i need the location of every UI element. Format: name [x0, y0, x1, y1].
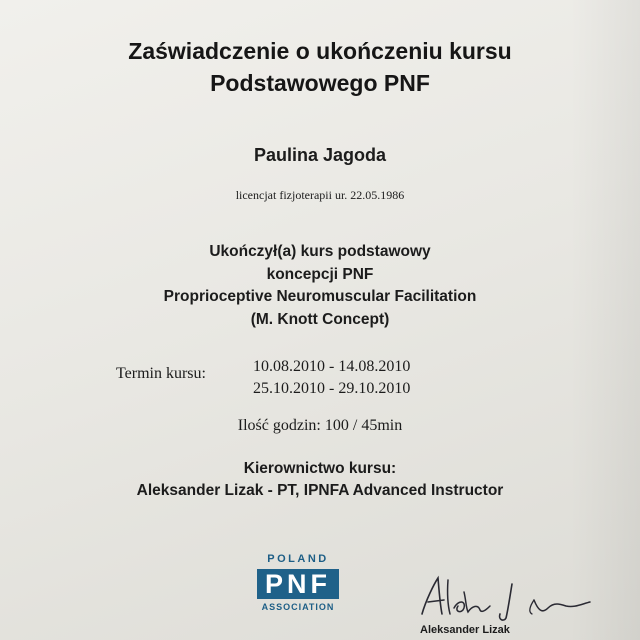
term-date-1: 10.08.2010 - 14.08.2010 [253, 358, 411, 375]
course-line-3: Proprioceptive Neuromuscular Facilitation [163, 288, 477, 305]
certificate-title-line-2: Podstawowego PNF [210, 70, 430, 96]
term-date-2: 25.10.2010 - 29.10.2010 [253, 380, 411, 397]
management-person: Aleksander Lizak - PT, IPNFA Advanced Instructor [136, 482, 504, 499]
poland-pnf-association-logo [254, 553, 342, 617]
logo-main-text: PNF [257, 569, 339, 599]
certificate-title-line-1: Zaświadczenie o ukończeniu kursu [128, 38, 512, 64]
recipient-name: Paulina Jagoda [253, 145, 387, 165]
logo-top-text: POLAND [267, 553, 329, 565]
logo-bottom-text: ASSOCIATION [261, 602, 335, 612]
recipient-details: licencjat fizjoterapii ur. 22.05.1986 [235, 188, 405, 202]
term-label: Termin kursu: [116, 365, 206, 382]
course-hours: Ilość godzin: 100 / 45min [237, 417, 403, 434]
signer-name: Aleksander Lizak [420, 624, 510, 636]
management-label: Kierownictwo kursu: [243, 460, 397, 477]
course-line-4: (M. Knott Concept) [250, 311, 390, 328]
signature-icon [408, 570, 598, 626]
course-line-1: Ukończył(a) kurs podstawowy [209, 243, 431, 260]
course-line-2: koncepcji PNF [266, 266, 374, 283]
